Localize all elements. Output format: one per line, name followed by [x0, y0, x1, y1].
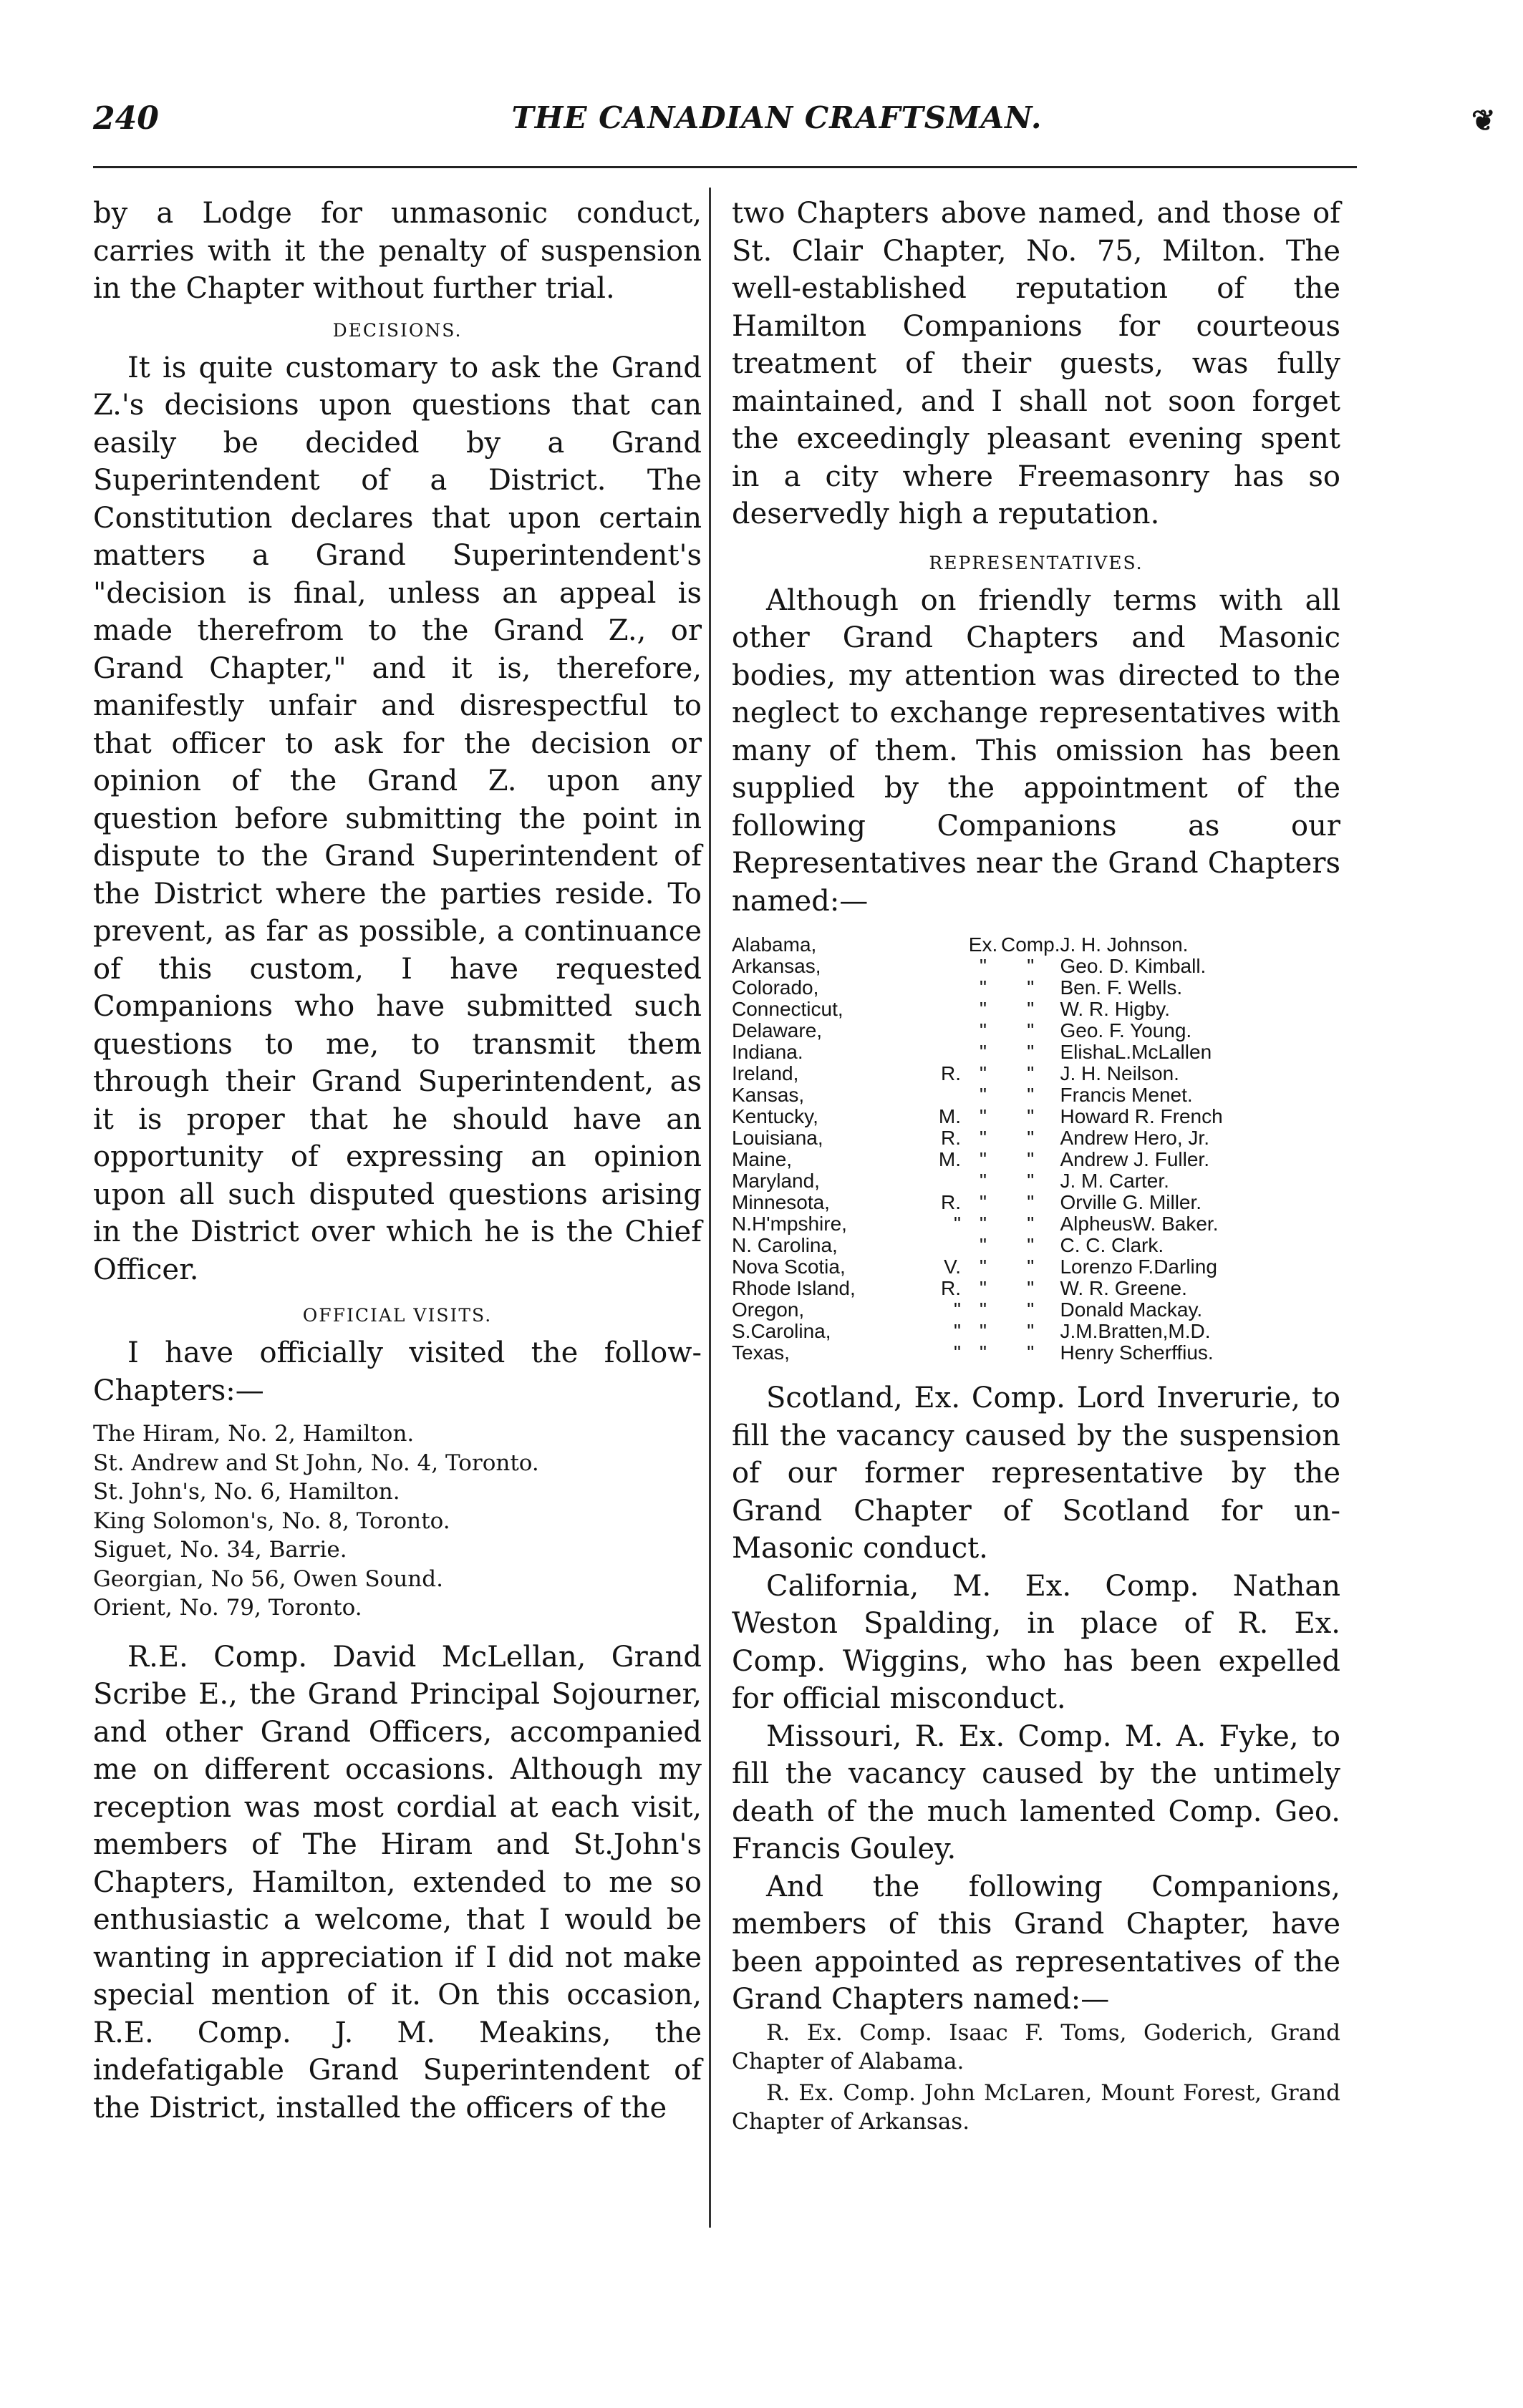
rep-name: W. R. Greene. [1060, 1277, 1187, 1299]
decisions-paragraph: It is quite customary to ask the Grand Z.'s decisions upon questions that can easily be decided by a Grand Superintendent of a District. The Constitution declares that upon certain matters a Grand Superintendent's "decision is final, unless an appeal is made therefrom to the Grand Z., or Grand Chapter," and it is, therefore, manifestly unfair and disrespectful to that officer to ask for the decision or opinion of the Grand Z. upon any question before submitting the point in dispute to the Grand Superintendent of the District where the parties reside. To prevent, as far as possible, a continuance of this custom, I have requested Companions who have submitted such questions to me, to transmit them through their Grand Superintendent, as it is proper that he should have an opportunity of expressing an opinion upon all such disputed questions arising in the District over which he is the Chief Officer. [93, 351, 702, 1286]
rep-rank: " [954, 1320, 961, 1342]
rep-comp: " [1027, 1341, 1035, 1364]
table-row [732, 1084, 1340, 1106]
rep-ex: " [980, 1277, 987, 1299]
rep-rank: R. [941, 1191, 961, 1213]
rep-ex: " [980, 955, 987, 977]
table-row [732, 1170, 1340, 1192]
rep-rank [925, 956, 965, 977]
rep-ex: " [980, 1298, 987, 1321]
representatives-heading: REPRESENTATIVES. [929, 552, 1144, 573]
rep-ex: " [980, 1019, 987, 1042]
table-row [732, 1042, 1340, 1063]
rep-comp: " [1027, 1320, 1035, 1342]
mclaren-entry: R. Ex. Comp. John McLaren, Mount Forest, Grand Chapter of Arkansas. [732, 2079, 1340, 2135]
rep-comp: " [1027, 955, 1035, 977]
rep-ex: " [980, 1127, 987, 1149]
rep-comp: " [1027, 1148, 1035, 1170]
table-row [732, 956, 1340, 977]
rep-comp: " [1027, 1019, 1035, 1042]
table-row [732, 1063, 1340, 1084]
decisions-heading: DECISIONS. [332, 319, 463, 341]
rep-state: Kentucky, [732, 1105, 818, 1127]
rep-name: W. R. Higby. [1060, 998, 1170, 1020]
rep-state: Texas, [732, 1341, 790, 1364]
rep-state: Louisiana, [732, 1127, 823, 1149]
rep-name: Donald Mackay. [1060, 1298, 1203, 1321]
rep-name: Andrew Hero, Jr. [1060, 1127, 1209, 1149]
table-row [732, 1213, 1340, 1235]
rep-rank: M. [938, 1105, 961, 1127]
rep-rank [925, 1020, 965, 1042]
rep-ex: Ex. [968, 933, 998, 956]
table-row [732, 999, 1340, 1020]
rep-state: Minnesota, [732, 1191, 830, 1213]
lodge-paragraph: by a Lodge for unmasonic conduct, carries with it the penalty of suspension in the Chapter without further trial. [93, 197, 702, 305]
rep-comp: " [1027, 1213, 1035, 1235]
following-paragraph: And the following Companions, members of this Grand Chapter, have been appointed as representatives of the Grand Chapters named:— [732, 1870, 1340, 2016]
rep-comp: " [1027, 1041, 1035, 1063]
rep-state: N. Carolina, [732, 1234, 838, 1256]
rep-rank: R. [941, 1277, 961, 1299]
table-row [732, 1127, 1340, 1149]
rep-rank: M. [938, 1148, 961, 1170]
rep-name: Howard R. French [1060, 1105, 1223, 1127]
rep-ex: " [980, 1105, 987, 1127]
rep-comp: " [1027, 1298, 1035, 1321]
list-item: King Solomon's, No. 8, Toronto. [93, 1508, 450, 1534]
rep-rank [925, 1084, 965, 1106]
rep-rank: V. [944, 1256, 961, 1278]
list-item: Siguet, No. 34, Barrie. [93, 1537, 347, 1563]
rep-comp: " [1027, 1234, 1035, 1256]
header-rule [93, 166, 1357, 168]
rep-name: Andrew J. Fuller. [1060, 1148, 1209, 1170]
rep-name: Henry Scherffius. [1060, 1341, 1214, 1364]
rep-name: J. M. Carter. [1060, 1170, 1169, 1192]
rep-rank [925, 1235, 965, 1256]
rep-state: Maine, [732, 1148, 793, 1170]
page-number: 240 [93, 100, 159, 137]
rep-comp: " [1027, 1105, 1035, 1127]
list-item: St. John's, No. 6, Hamilton. [93, 1479, 400, 1505]
rep-ex: " [980, 1234, 987, 1256]
rep-ex: " [980, 1320, 987, 1342]
rep-name: C. C. Clark. [1060, 1234, 1164, 1256]
table-row [732, 1342, 1340, 1364]
official-visits-heading: OFFICIAL VISITS. [302, 1305, 493, 1326]
rep-ex: " [980, 1041, 987, 1063]
rep-state: Nova Scotia, [732, 1256, 846, 1278]
table-row [732, 1256, 1340, 1278]
rep-name: Geo. F. Young. [1060, 1019, 1192, 1042]
representatives-table [732, 934, 1340, 1364]
table-row [732, 1192, 1340, 1213]
rep-ex: " [980, 1213, 987, 1235]
chapters-paragraph: two Chapters above named, and those of St. Clair Chapter, No. 75, Milton. The well-established reputation of the Hamilton Companions for courteous treatment of their guests, was fully maintained, and I shall not soon forget the exceedingly pleasant evening spent in a city where Freemasonry has so deservedly high a reputation. [732, 197, 1340, 530]
rep-rank [925, 1170, 965, 1192]
rep-rank: " [954, 1298, 961, 1321]
list-item: Georgian, No 56, Owen Sound. [93, 1565, 443, 1592]
rep-name: Ben. F. Wells. [1060, 976, 1183, 999]
rep-comp: Comp. [1001, 933, 1060, 956]
rep-comp: " [1027, 1170, 1035, 1192]
column-divider [709, 188, 711, 2228]
rep-state: Ireland, [732, 1062, 799, 1084]
rep-rank [925, 1042, 965, 1063]
rep-state: Colorado, [732, 976, 819, 999]
rep-ex: " [980, 1062, 987, 1084]
rep-comp: " [1027, 1127, 1035, 1149]
rep-name: AlpheusW. Baker. [1060, 1213, 1219, 1235]
rep-ex: " [980, 998, 987, 1020]
table-row [732, 977, 1340, 999]
rep-state: S.Carolina, [732, 1320, 831, 1342]
table-row [732, 934, 1340, 956]
rep-name: J.M.Bratten,M.D. [1060, 1320, 1211, 1342]
list-item: The Hiram, No. 2, Hamilton. [93, 1421, 415, 1447]
rep-comp: " [1027, 1277, 1035, 1299]
table-row [732, 1020, 1340, 1042]
table-row [732, 1106, 1340, 1127]
rep-name: Lorenzo F.Darling [1060, 1256, 1217, 1278]
rep-ex: " [980, 976, 987, 999]
chapters-list [93, 1419, 702, 1623]
rep-state: Kansas, [732, 1084, 805, 1106]
rep-name: J. H. Johnson. [1060, 933, 1189, 956]
table-row [732, 1278, 1340, 1299]
rep-ex: " [980, 1148, 987, 1170]
page-header [93, 100, 1461, 150]
rep-name: J. H. Neilson. [1060, 1062, 1179, 1084]
rep-comp: " [1027, 976, 1035, 999]
missouri-paragraph: Missouri, R. Ex. Comp. M. A. Fyke, to fill the vacancy caused by the untimely death of the much lamented Comp. Geo. Francis Gouley. [732, 1719, 1340, 1865]
margin-mark: ❦ [1471, 104, 1496, 137]
rep-state: Oregon, [732, 1298, 805, 1321]
rep-ex: " [980, 1256, 987, 1278]
table-row [732, 1321, 1340, 1342]
rep-rank [925, 977, 965, 999]
visits-paragraph: R.E. Comp. David McLellan, Grand Scribe E., the Grand Principal Sojourner, and other Grand Officers, accompanied me on different occasions. Although my reception was most cordial at each visit, members of The Hiram and St.John's Chapters, Hamilton, extended to me so enthusiastic a welcome, that I would be wanting in appreciation if I did not make special mention of it. On this occasion, R.E. Comp. J. M. Meakins, the indefatigable Grand Superintendent of the District, installed the officers of the [93, 1640, 702, 2125]
rep-state: Maryland, [732, 1170, 820, 1192]
rep-state: N.H'mpshire, [732, 1213, 847, 1235]
rep-state: Indiana. [732, 1041, 803, 1063]
rep-comp: " [1027, 1084, 1035, 1106]
rep-rank [925, 934, 965, 956]
right-column [732, 195, 1340, 2136]
rep-name: Geo. D. Kimball. [1060, 955, 1207, 977]
rep-state: Rhode Island, [732, 1277, 856, 1299]
rep-rank: " [954, 1341, 961, 1364]
list-item: Orient, No. 79, Toronto. [93, 1595, 362, 1621]
rep-ex: " [980, 1084, 987, 1106]
rep-comp: " [1027, 1191, 1035, 1213]
representatives-intro: Although on friendly terms with all other Grand Chapters and Masonic bodies, my attention was directed to the neglect to exchange representatives with many of them. This omission has been supplied by the appointment of the following Companions as our Representatives near the Grand Chapters named:— [732, 583, 1340, 918]
rep-ex: " [980, 1191, 987, 1213]
rep-comp: " [1027, 1256, 1035, 1278]
rep-name: Orville G. Miller. [1060, 1191, 1202, 1213]
rep-state: Alabama, [732, 933, 817, 956]
rep-state: Connecticut, [732, 998, 843, 1020]
table-row [732, 1149, 1340, 1170]
toms-entry: R. Ex. Comp. Isaac F. Toms, Goderich, Grand Chapter of Alabama. [732, 2019, 1340, 2074]
table-row [732, 1235, 1340, 1256]
rep-state: Arkansas, [732, 955, 821, 977]
rep-comp: " [1027, 998, 1035, 1020]
rep-rank: R. [941, 1062, 961, 1084]
rep-name: Francis Menet. [1060, 1084, 1193, 1106]
visits-intro: I have officially visited the follow- Chapters:— [93, 1336, 702, 1407]
table-row [732, 1299, 1340, 1321]
rep-state: Delaware, [732, 1019, 823, 1042]
rep-ex: " [980, 1341, 987, 1364]
rep-ex: " [980, 1170, 987, 1192]
california-paragraph: California, M. Ex. Comp. Nathan Weston Spalding, in place of R. Ex. Comp. Wiggins, who has been expelled for official misconduct. [732, 1569, 1340, 1715]
running-title: THE CANADIAN CRAFTSMAN. [511, 100, 1043, 135]
left-column [93, 195, 702, 2127]
rep-name: ElishaL.McLallen [1060, 1041, 1212, 1063]
list-item: St. Andrew and St John, No. 4, Toronto. [93, 1450, 539, 1476]
rep-comp: " [1027, 1062, 1035, 1084]
rep-rank [925, 999, 965, 1020]
rep-rank: R. [941, 1127, 961, 1149]
rep-rank: " [954, 1213, 961, 1235]
scotland-paragraph: Scotland, Ex. Comp. Lord Inverurie, to fill the vacancy caused by the suspension of our former representative by the Grand Chapter of Scotland for un-Masonic conduct. [732, 1382, 1340, 1565]
